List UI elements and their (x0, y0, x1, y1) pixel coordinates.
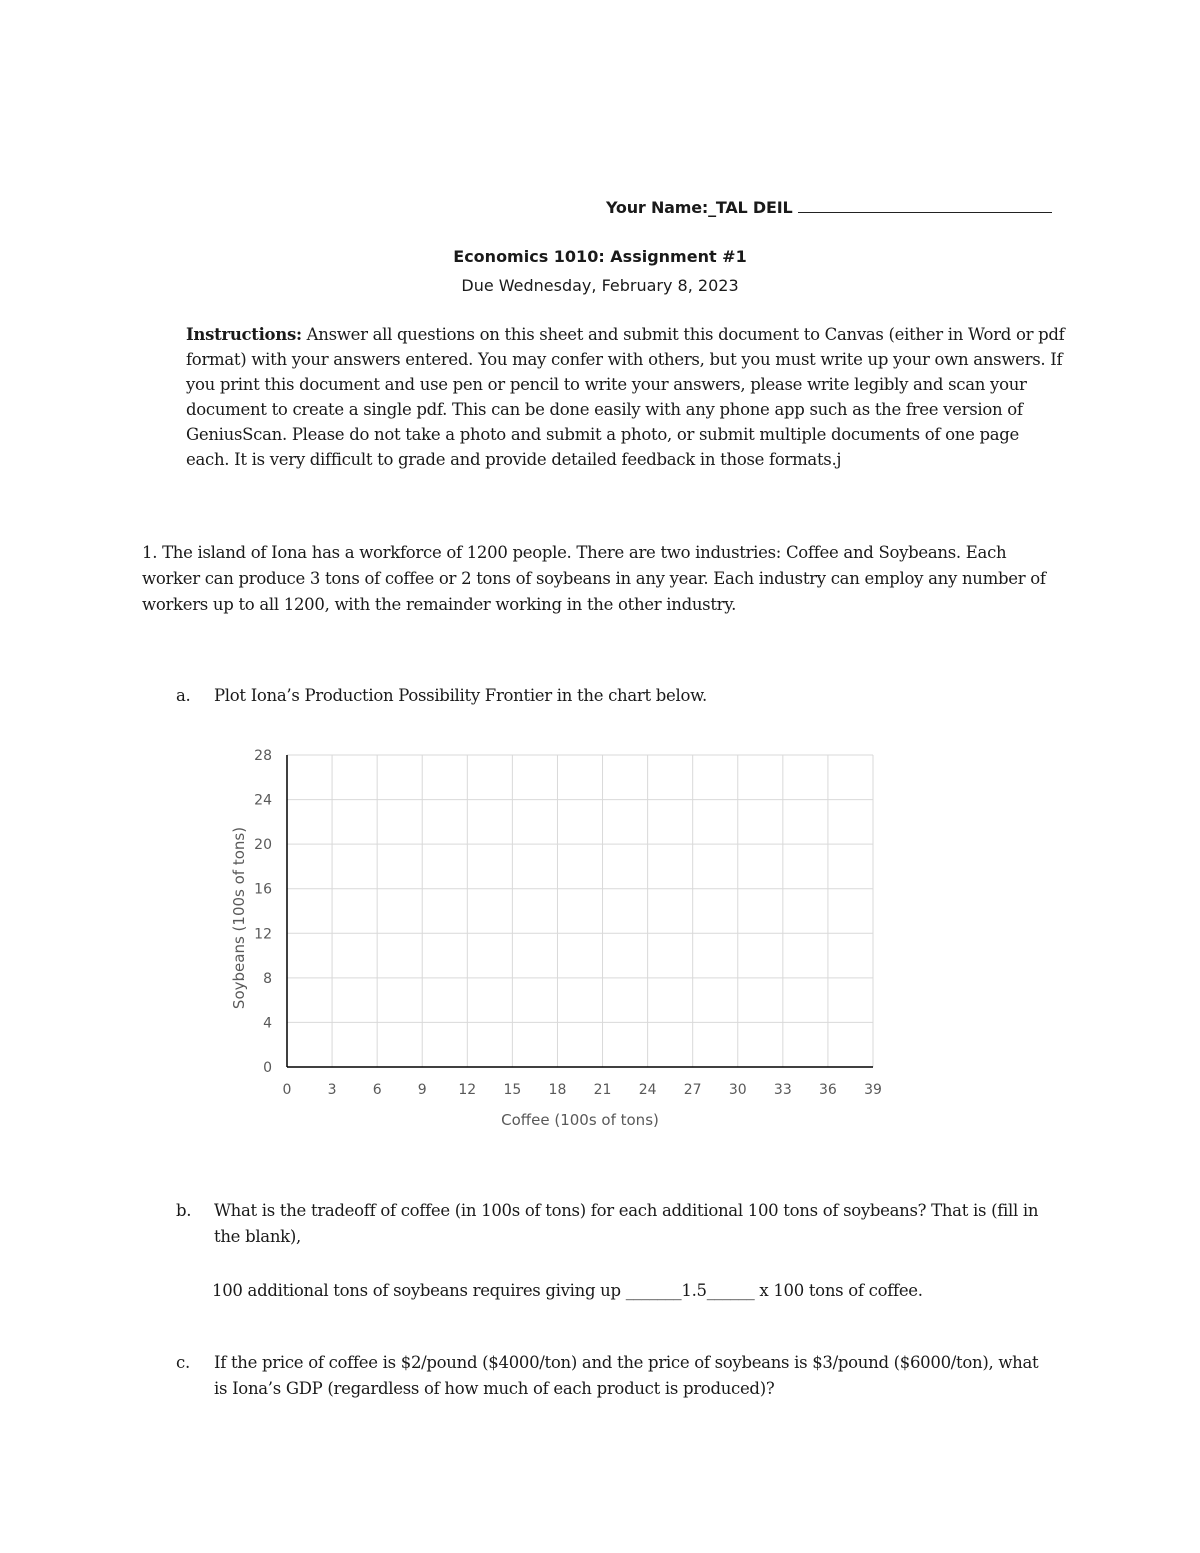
fill-suffix: x 100 tons of coffee. (754, 1281, 923, 1300)
x-tick-label-18: 18 (548, 1082, 567, 1098)
y-tick-label-0: 0 (263, 1060, 272, 1076)
x-tick-label-24: 24 (638, 1082, 657, 1098)
ppf-chart (220, 735, 900, 1145)
chart-axes (287, 755, 873, 1067)
instructions-paragraph (186, 322, 1066, 472)
name-label: Your Name:_TAL DEIL (606, 198, 793, 217)
fill-answer[interactable]: _______1.5______ (625, 1281, 755, 1300)
question-1b-text: What is the tradeoff of coffee (in 100s of tons) for each additional 100 tons of soybeans? That is (fill in the blank), (214, 1201, 1039, 1246)
x-tick-label-0: 0 (282, 1082, 292, 1098)
name-line (606, 196, 1052, 217)
y-tick-label-16: 16 (254, 881, 272, 898)
question-1-text: 1. The island of Iona has a workforce of 1200 people. There are two industries: Coffee and Soybeans. Each worker can produce 3 tons of coffee or 2 tons of soybeans in any year. Each industry can employ any number of workers up to all 1200, with the remainder working in the other industry. (142, 543, 1046, 614)
y-tick-label-20: 20 (254, 837, 272, 854)
y-tick-label-8: 8 (263, 970, 272, 987)
x-tick-label-21: 21 (593, 1082, 612, 1098)
question-1c-marker: c. (176, 1353, 190, 1372)
question-1c-text: If the price of coffee is $2/pound ($4000/ton) and the price of soybeans is $3/pound ($6000/ton), what is Iona’s GDP (regardless of how much of each product is produced)? (214, 1353, 1039, 1398)
chart-tick-labels (254, 748, 882, 1098)
name-blank-line (798, 196, 1052, 213)
question-1b-marker: b. (176, 1201, 192, 1220)
x-tick-label-30: 30 (728, 1082, 747, 1098)
fill-prefix: 100 additional tons of soybeans requires giving up (212, 1281, 626, 1300)
x-tick-label-9: 9 (417, 1082, 427, 1098)
x-tick-label-6: 6 (372, 1082, 382, 1098)
instructions-label: Instructions: (186, 325, 302, 344)
x-tick-label-12: 12 (458, 1082, 477, 1098)
question-1a-marker: a. (176, 686, 191, 705)
y-tick-label-4: 4 (263, 1015, 272, 1032)
x-tick-label-33: 33 (773, 1082, 792, 1098)
x-tick-label-3: 3 (327, 1082, 337, 1098)
question-1a-text: Plot Iona’s Production Possibility Frontier in the chart below. (214, 686, 707, 705)
y-tick-label-28: 28 (254, 748, 272, 764)
x-tick-label-39: 39 (864, 1082, 882, 1098)
course-title: Economics 1010: Assignment #1 (453, 247, 747, 266)
x-tick-label-15: 15 (503, 1082, 522, 1098)
chart-gridlines (287, 755, 873, 1067)
question-1b-fill-in (212, 1278, 1062, 1304)
y-tick-label-12: 12 (254, 926, 272, 943)
x-tick-label-27: 27 (683, 1082, 702, 1098)
due-date: Due Wednesday, February 8, 2023 (461, 276, 739, 295)
y-axis-title: Soybeans (100s of tons) (230, 826, 248, 1010)
x-axis-title: Coffee (100s of tons) (501, 1111, 659, 1129)
y-tick-label-24: 24 (254, 792, 272, 809)
instructions-text: Answer all questions on this sheet and submit this document to Canvas (either in Word or pdf format) with your answers entered. You may confer with others, but you must write up your own answers. If you print this document and use pen or pencil to write your answers, please write legibly and scan your document to create a single pdf. This can be done easily with any phone app such as the free version of GeniusScan. Please do not take a photo and submit a photo, or submit multiple documents of one page each. It is very difficult to grade and provide detailed feedback in those formats.j (186, 325, 1065, 469)
x-tick-label-36: 36 (819, 1082, 837, 1098)
